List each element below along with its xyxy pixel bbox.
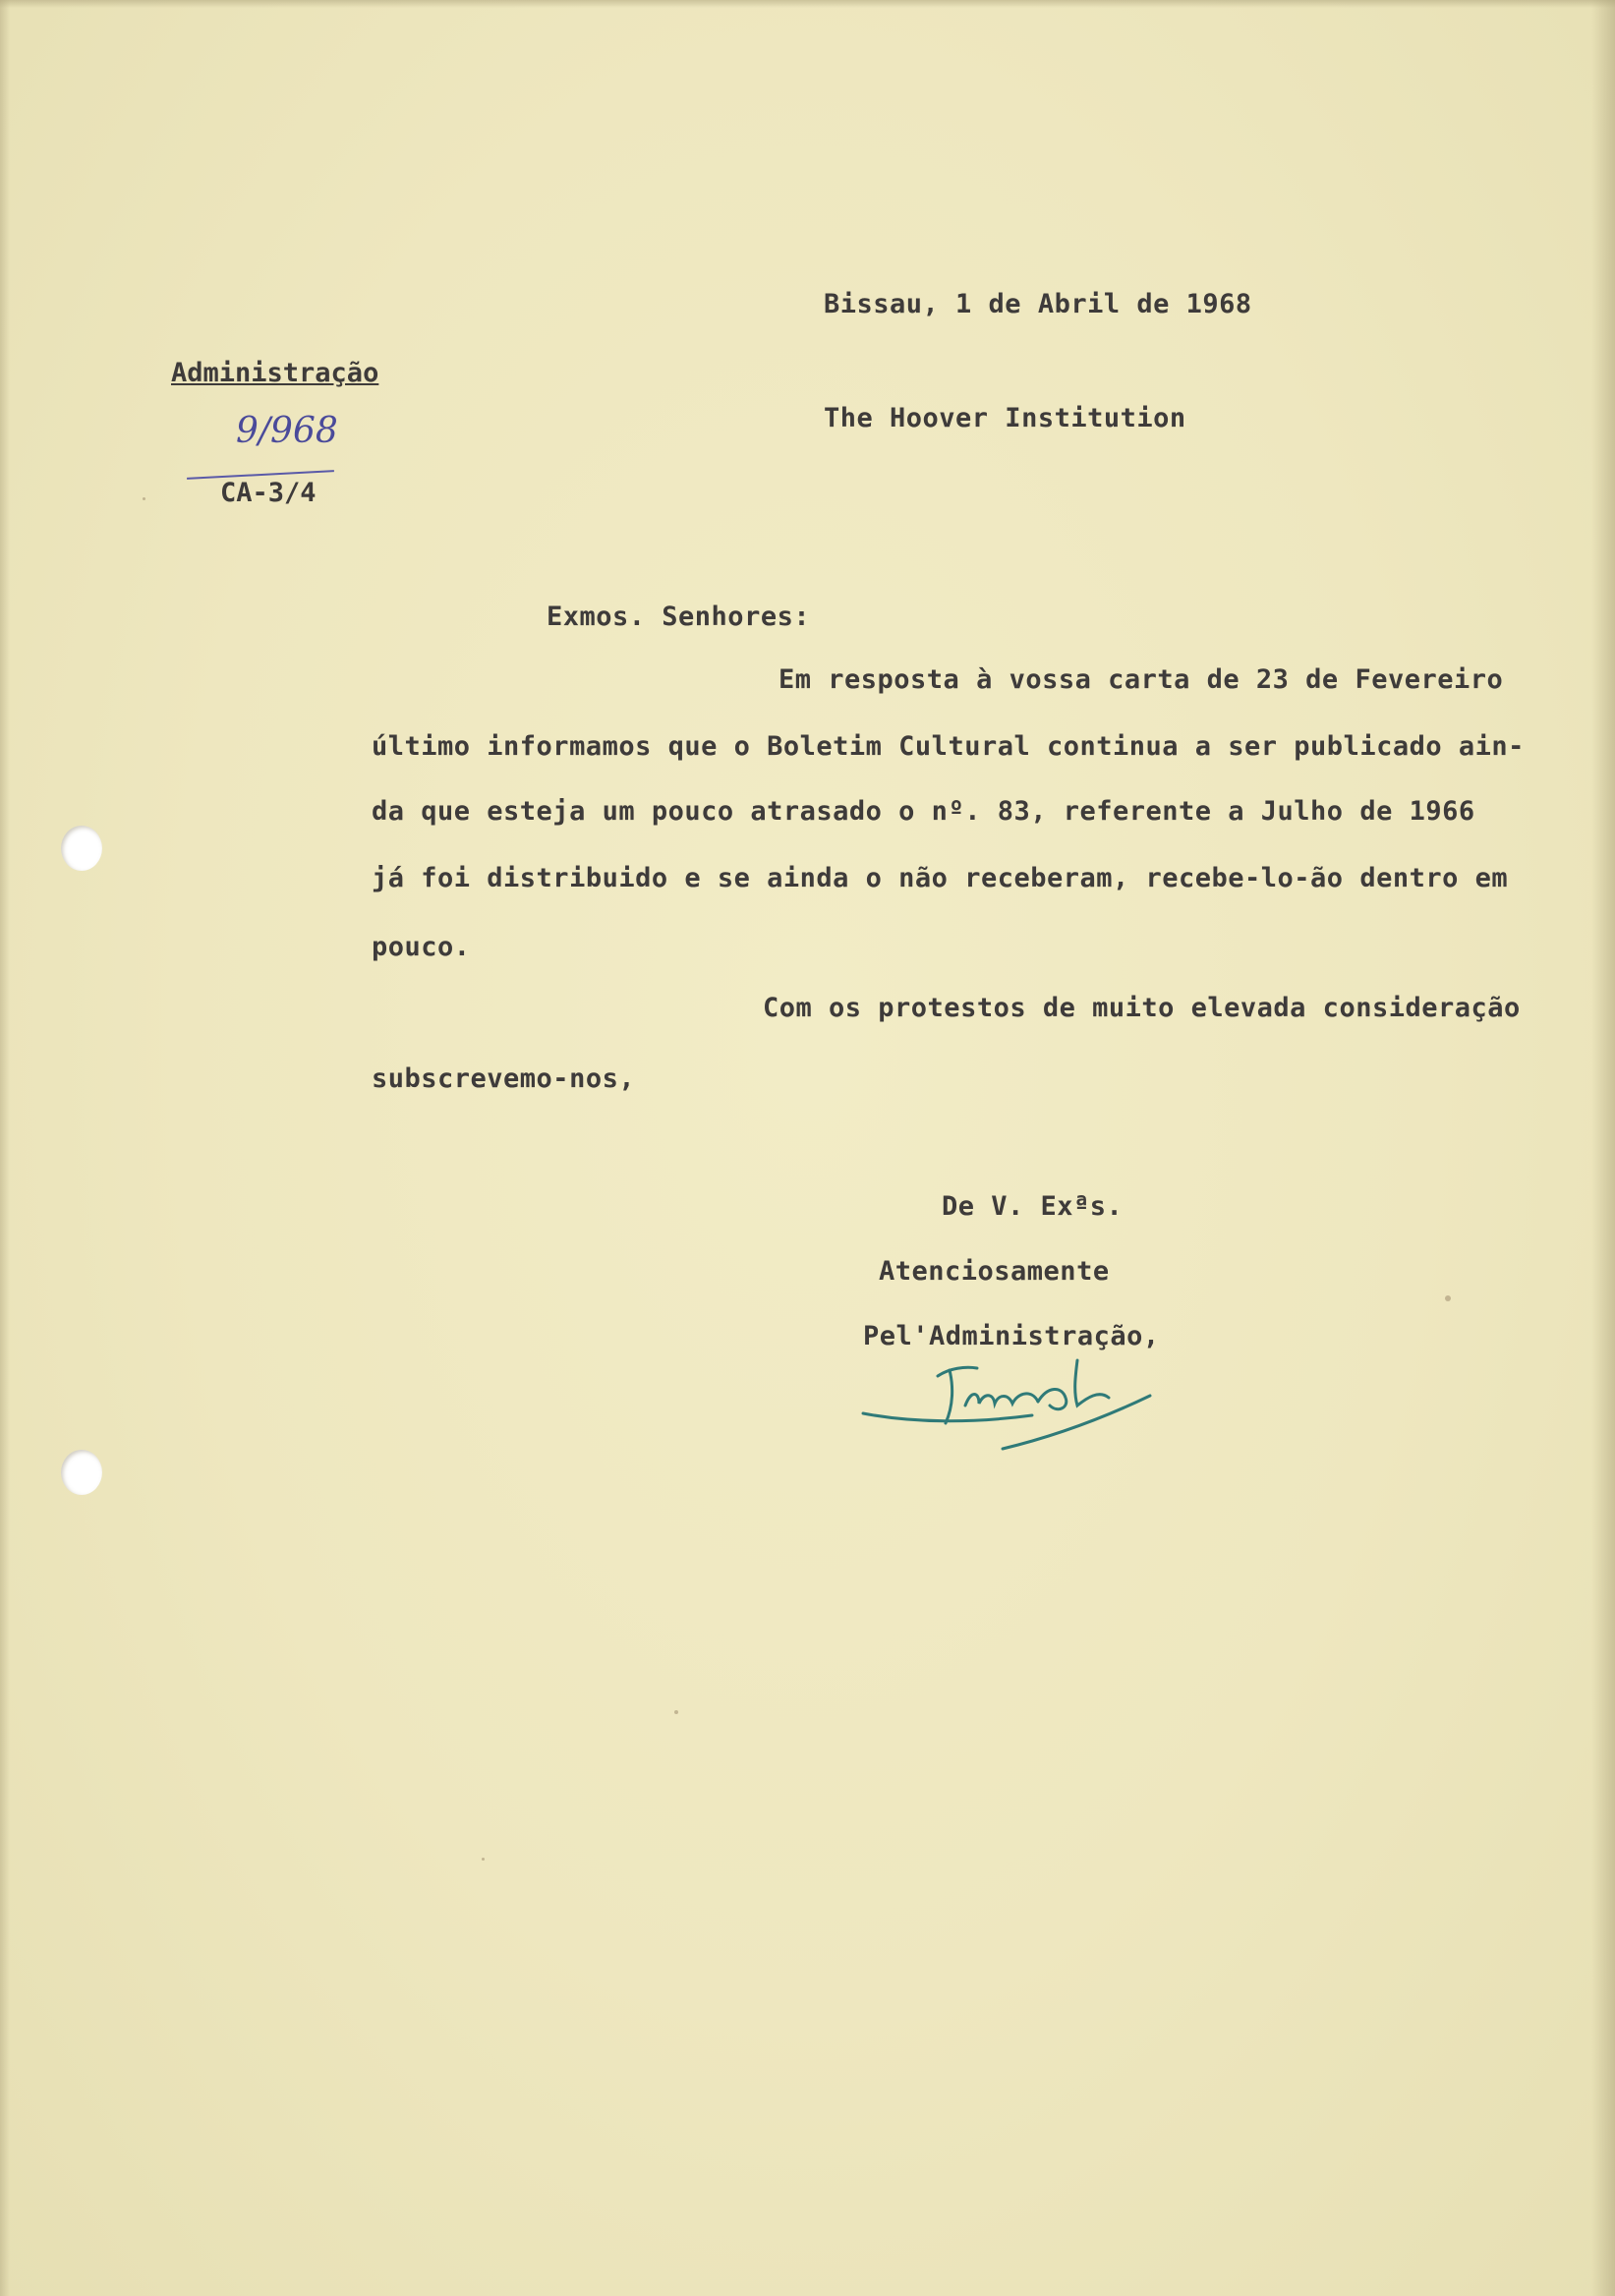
signoff-line: Pel'Administração, bbox=[863, 1321, 1160, 1351]
body-line: da que esteja um pouco atrasado o nº. 83, referente a Julho de 1966 bbox=[372, 796, 1475, 827]
handwritten-signature bbox=[855, 1347, 1170, 1464]
place-date: Bissau, 1 de Abril de 1968 bbox=[824, 289, 1252, 319]
body-line: pouco. bbox=[372, 932, 471, 962]
body-line: já foi distribuido e se ainda o não receberam, recebe-lo-ão dentro em bbox=[372, 863, 1509, 893]
body-line: último informamos que o Boletim Cultural continua a ser publicado ain- bbox=[372, 731, 1525, 762]
paper-edge-right bbox=[1591, 0, 1615, 2296]
salutation: Exmos. Senhores: bbox=[547, 602, 811, 632]
signoff-line: Atenciosamente bbox=[879, 1256, 1110, 1287]
paper-speck bbox=[1445, 1295, 1451, 1301]
closing-line: subscrevemo-nos, bbox=[372, 1063, 636, 1094]
signoff-line: De V. Exªs. bbox=[942, 1191, 1124, 1222]
closing-line: Com os protestos de muito elevada consideração bbox=[763, 993, 1521, 1023]
punch-hole-upper bbox=[61, 826, 102, 871]
paper-speck bbox=[143, 497, 145, 500]
reference-block bbox=[169, 354, 405, 521]
reference-code: CA-3/4 bbox=[220, 478, 317, 508]
body-line: Em resposta à vossa carta de 23 de Fevereiro bbox=[779, 664, 1504, 695]
office-heading: Administração bbox=[171, 358, 379, 388]
paper-speck bbox=[482, 1858, 485, 1861]
paper-edge-top bbox=[0, 0, 1615, 8]
paper-speck bbox=[674, 1710, 678, 1714]
addressee: The Hoover Institution bbox=[824, 403, 1186, 433]
paper-edge-left bbox=[0, 0, 10, 2296]
punch-hole-lower bbox=[61, 1450, 102, 1495]
handwritten-reference-number: 9/968 bbox=[236, 411, 338, 451]
